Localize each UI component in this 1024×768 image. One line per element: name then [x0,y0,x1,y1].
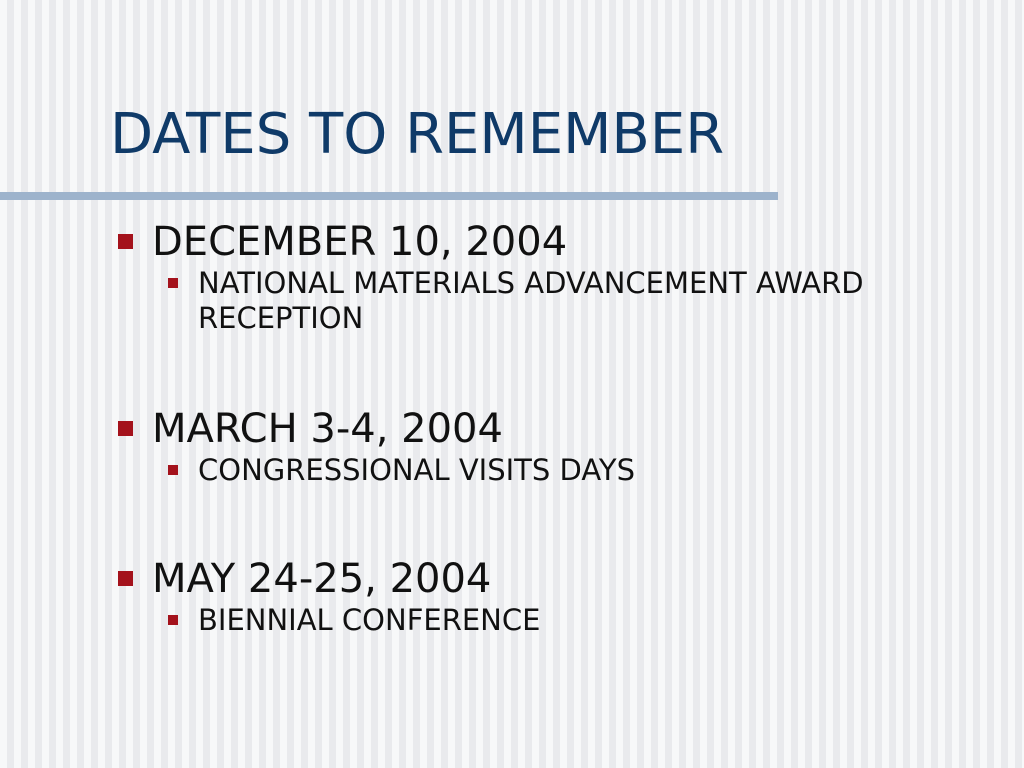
square-bullet-icon [168,615,178,625]
event-text: CONGRESSIONAL VISITS DAYS [198,453,636,487]
square-bullet-icon [168,465,178,475]
event-entry [162,266,1024,336]
slide-title: DATES TO REMEMBER [110,102,725,167]
date-text: DECEMBER 10, 2004 [152,219,568,265]
list-item-march [116,405,1016,488]
date-text: MAY 24-25, 2004 [152,556,492,602]
date-entry [116,218,1016,266]
event-entry [162,453,1016,488]
title-divider [0,192,778,200]
event-text: BIENNIAL CONFERENCE [198,603,541,637]
square-bullet-icon [118,234,133,249]
event-text: NATIONAL MATERIALS ADVANCEMENT AWARD RECEPTION [198,266,864,335]
date-entry [116,555,1016,603]
date-entry [116,405,1016,453]
list-item-december [116,218,1016,336]
event-entry [162,603,1016,638]
list-item-may [116,555,1016,638]
date-text: MARCH 3-4, 2004 [152,406,503,452]
square-bullet-icon [168,278,178,288]
square-bullet-icon [118,571,133,586]
square-bullet-icon [118,421,133,436]
